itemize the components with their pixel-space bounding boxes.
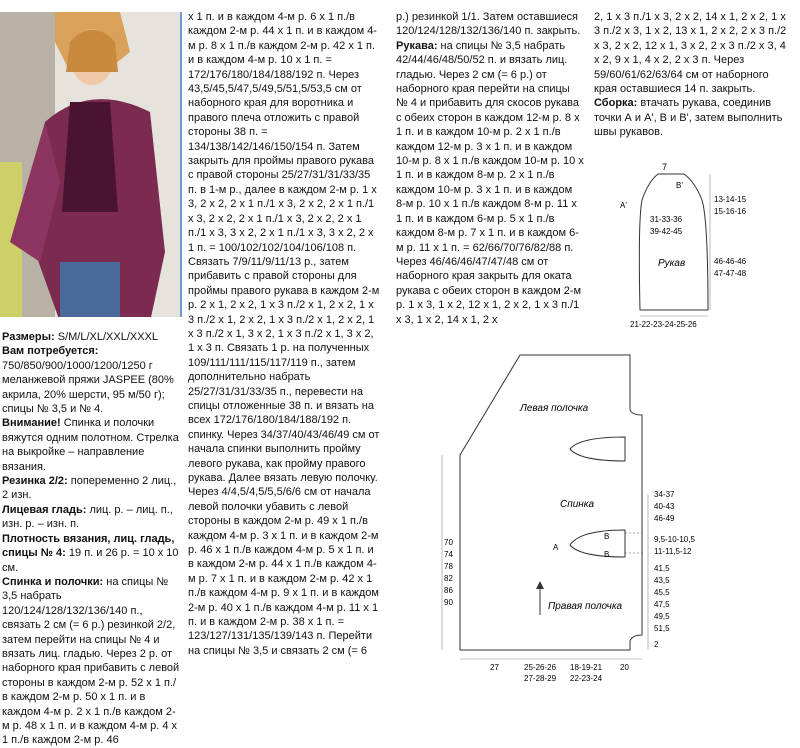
bottom-dim-2b: 27-28-29 [524, 674, 557, 683]
right-dim-6: 41,5 [654, 564, 670, 573]
sleeves-text: на спицы № 3,5 набрать 42/44/46/48/50/52 п. и вязать лиц. гладью. Через 2 см (= 6 р.) от наборного края перейти на спицы № 4 и прибавить для скосов рукава с обеих сторон в каждом 12-м р. 8 х 1 п. и в каждом 10-м р. 2 х 1 п./в каждом 12-м р. 3 х 1 п. и в каждом 10-м р. 8 х 1 п./в каждом 10-м р. 10 х 1 п. и в каждом 8-м р. 2 х 1 п./в каждом 10-м р. 3 х 1 п. и в каждом 8-м р. 10 х 1 п./в каждом 8-м р. 11 х 1 п. и в каждом 6-м р. 5 х 1 п./в каждом 8-м р. 7 х 1 п. и в каждом 6-м р. 11 х 1 п. = 62/66/70/76/82/88 п. Через 46/46/46/47/47/48 см от наборного края закрыть для оката рукава с обеих сторон в каждом 2-м р. 1 х 3, 1 х 2, 12 х 1, 2 х 2, 1 х 3 п./1 х 3, 1 х 2, 14 х 1, 2 х [396, 39, 584, 326]
rib-finish-text: р.) резинкой 1/1. Затем оставшиеся 120/124/128/132/136/140 п. закрыть. [396, 11, 581, 38]
bottom-dim-3a: 18-19-21 [570, 663, 603, 672]
sleeve-diagram [580, 160, 800, 340]
text-column-2 [188, 10, 380, 658]
text-column-4 [594, 10, 789, 140]
left-dim-3: 78 [444, 562, 453, 571]
left-dim-5: 86 [444, 586, 453, 595]
sleeve-cap-dim-2: 15-16-16 [714, 207, 747, 216]
bottom-dim-2a: 25-26-26 [524, 663, 557, 672]
right-dim-7: 43,5 [654, 576, 670, 585]
left-dim-1: 70 [444, 538, 453, 547]
sizes-label: Размеры: [2, 331, 55, 343]
back-label: Спинка [560, 499, 595, 510]
point-b-prime: B' [676, 181, 683, 190]
sleeves-label: Рукава: [396, 39, 438, 52]
stockinette-text: лиц. р. – лиц. п., изн. р. – изн. п. [2, 503, 173, 531]
left-dim-4: 82 [444, 574, 453, 583]
right-dim-1: 34-37 [654, 490, 675, 499]
right-dim-5: 11-11,5-12 [654, 547, 692, 556]
materials-label: Вам потребуется: [2, 345, 99, 358]
sleeve-length-dim-2: 47-47-48 [714, 269, 747, 278]
attention-label: Внимание! [2, 417, 61, 430]
rib-text: попеременно 2 лиц., 2 изн. [2, 475, 177, 502]
sleeve-mid-dim-1: 31-33-36 [650, 215, 683, 224]
left-dim-6: 90 [444, 598, 453, 607]
assembly-label: Сборка: [594, 97, 638, 110]
assembly-text: втачать рукава, соединив точки А и А', В и В', затем выполнить швы рукавов. [594, 97, 783, 139]
right-dim-3: 46-49 [654, 514, 675, 523]
right-front-label: Правая полочка [548, 601, 623, 612]
sizes-text: S/M/L/XL/XXL/XXXL [54, 331, 159, 343]
left-front-label: Левая полочка [520, 403, 589, 414]
right-dim-8: 45,5 [654, 588, 670, 597]
sleeve-cap-text: 2, 1 х 3 п./1 х 3, 2 х 2, 14 х 1, 2 х 2, 1 х 3 п./2 х 3, 1 х 2, 13 х 1, 2 х 2, 2 х 3 п./2 х 3, 2 х 2, 12 х 1, 3 х 2, 2 х 3 п./2 х 3, 4 х 2, 9 х 1, 4 х 2, 2 х 3 п. Через 59/60/61/62/63/64 см от наборного края оставшиеся 14 п. закрыть. [594, 11, 787, 96]
right-dim-9: 47,5 [654, 600, 670, 609]
model-photo-drawing [0, 12, 180, 317]
rib-label: Резинка 2/2: [2, 475, 68, 488]
point-b-upper: B [604, 532, 610, 541]
left-dim-2: 74 [444, 550, 453, 559]
body-instructions-text: х 1 п. и в каждом 4-м р. 6 х 1 п./в каждом 2-м р. 44 х 1 п. и в каждом 4-м р. 8 х 1 п./в каждом 2-м р. 42 х 1 п. и в каждом 4-м р. 10 х 1 п. = 172/176/180/184/188/192 п. Через 43,5/45,5/47,5/49,5/51,5/53,5 см от наборного края для воротника и правого плеча отложить с правой стороны 38 п. = 134/138/142/146/150/154 п. Затем закрыть для проймы правого рукава с правой стороны 25/27/31/31/33/35 п. в 1-м р., далее в каждом 2-м р. 1 х 3, 2 х 2, 2 х 1 п./1 х 3, 2 х 2, 2 х 1 п./1 х 3, 2 х 2, 2 х 1 п./1 х 3, 2 х 2, 2 х 1 п./1 х 3, 3 х 2, 2 х 1 п./1 х 3, 3 х 2, 2 х 1 п. = 100/102/102/104/106/108 п. Связать 7/9/11/9/11/13 р., затем прибавить с правой стороны для проймы правого рукава в каждом 2-м р. 2 х 1, 2 х 2, 1 х 3 п./2 х 1, 2 х 2, 1 х 3 п./2 х 1, 2 х 2, 1 х 3 п./2 х 1, 2 х 2, 1 х 3 п./2 х 1, 3 х 2, 1 х 3 п./2 х 1, 3 х 2, 1 х 3 п. Связать 1 р. на полученных 109/111/111/115/117/119 п., затем дополнительно набрать 25/27/31/31/33/35 п., перевести на спицы отложенные 38 п. и вязать на всех 172/176/180/184/188/192 п. спинку. Через 34/37/40/43/46/49 см от начала спинки выполнить пройму левого рукава, как пройму правого рукава. Далее вязать левую полочку. Через 4/4,5/4,5/5,5/6/6 см от начала левой полочки убавить с левой стороны в каждом 2-м р. 49 х 1 п./в каждом 4-м р. 3 х 1 п. и в каждом 2-м р. 46 х 1 п./в каждом 4-м р. 5 х 1 п. и в каждом 2-м р. 44 х 1 п./в каждом 4-м р. 7 х 1 п. и в каждом 2-м р. 42 х 1 п./в каждом 4-м р. 9 х 1 п. и в каждом 2-м р. 40 х 1 п./в каждом 4-м р. 11 х 1 п. и в каждом 2-м р. 38 х 1 п. = 123/127/131/135/139/143 п. Перейти на спицы № 3,5 и связать 2 см (= 6 [188, 11, 380, 657]
model-photo [0, 12, 182, 317]
sleeve-length-dim-1: 46-46-46 [714, 257, 747, 266]
stockinette-label: Лицевая гладь: [2, 503, 87, 516]
point-a-prime: A' [620, 201, 627, 210]
materials-text: 750/850/900/1000/1200/1250 г меланжевой пряжи JASPEE (80% акрила, 20% шерсти, 95 м/50 г); спицы № 3,5 и № 4. [2, 359, 174, 416]
text-column-3 [396, 10, 584, 327]
sleeve-label: Рукав [658, 258, 686, 269]
right-dim-12: 2 [654, 640, 659, 649]
right-dim-11: 51,5 [654, 624, 670, 633]
point-a: A [553, 543, 559, 552]
gauge-label: Плотность вязания, лиц. гладь, спицы № 4: [2, 532, 175, 560]
back-fronts-label: Спинка и полочки: [2, 575, 104, 588]
body-diagram [420, 345, 800, 697]
text-column-1 [2, 330, 180, 748]
point-b-lower: B [604, 550, 610, 559]
sleeve-cap-dim-1: 13-14-15 [714, 195, 747, 204]
bottom-dim-1: 27 [490, 663, 499, 672]
sleeve-top-dim: 7 [662, 162, 668, 172]
right-dim-2: 40-43 [654, 502, 675, 511]
bottom-dim-3b: 22-23-24 [570, 674, 603, 683]
sleeve-bottom-dim: 21-22-23-24-25-26 [630, 320, 697, 329]
right-dim-10: 49,5 [654, 612, 670, 621]
gauge-text: 19 п. и 26 р. = 10 х 10 см. [2, 547, 179, 574]
attention-text: Спинка и полочки вяжутся одним полотном. Стрелка на выкройке – направление вязания. [2, 417, 179, 473]
bottom-dim-4: 20 [620, 663, 629, 672]
sleeve-mid-dim-2: 39-42-45 [650, 227, 683, 236]
back-fronts-text: на спицы № 3,5 набрать 120/124/128/132/136/140 п., связать 2 см (= 6 р.) резинкой 2/2, затем перейти на спицы № 4 и вязать лиц. гладью. Через 2 р. от наборного края прибавить с левой стороны в каждом 2-м р. 52 х 1 п./в каждом 2-м р. 50 х 1 п. и в каждом 4-м р. 2 х 1 п./в каждом 2-м р. 48 х 1 п. и в каждом 4-м р. 4 х 1 п./в каждом 2-м р. 46 [2, 575, 180, 747]
right-dim-4: 9,5-10-10,5 [654, 535, 695, 544]
